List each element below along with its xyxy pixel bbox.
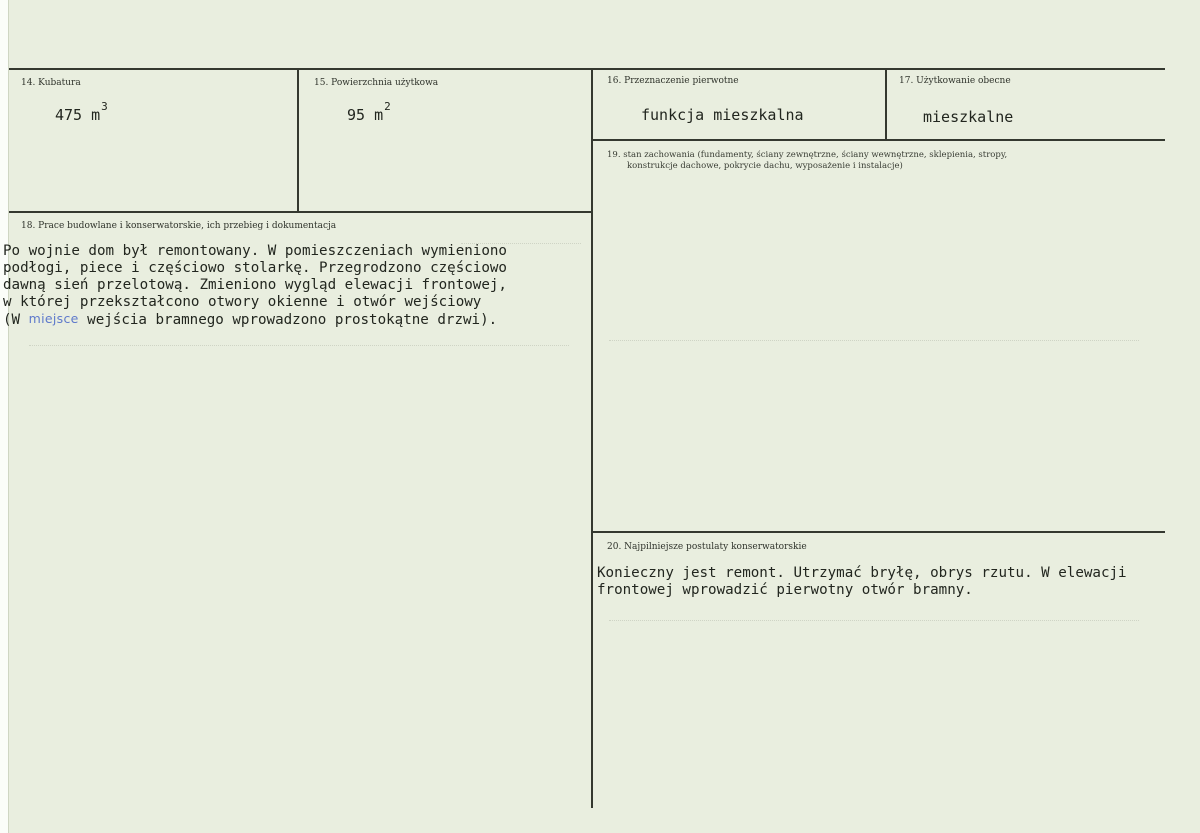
field-15-superscript: 2: [384, 100, 391, 113]
field-18-line-2: podłogi, piece i częściowo stolarkę. Przegrodzono częściowo: [3, 260, 507, 276]
field-20-text: [597, 565, 1127, 599]
divider-14-15: [297, 68, 299, 212]
field-18-line-5-start: (W: [3, 312, 29, 328]
field-15-value: [347, 100, 391, 124]
field-20-label: 20. Najpilniejsze postulaty konserwatorskie: [607, 542, 807, 552]
dotted-guide: [29, 345, 569, 346]
field-18-label: 18. Prace budowlane i konserwatorskie, ich przebieg i dokumentacja: [21, 221, 337, 231]
field-15-label: 15. Powierzchnia użytkowa: [314, 78, 439, 88]
field-14-superscript: 3: [101, 100, 108, 113]
field-20-line-1: Konieczny jest remont. Utrzymać bryłę, obrys rzutu. W elewacji: [597, 565, 1127, 581]
dotted-guide: [609, 620, 1139, 621]
field-18-line-3: dawną sień przelotową. Zmieniono wygląd elewacji frontowej,: [3, 277, 507, 293]
record-card: [3, 0, 1200, 833]
field-18-text: [3, 243, 507, 329]
dotted-guide: [609, 340, 1139, 341]
field-14-label: 14. Kubatura: [21, 78, 81, 88]
handwritten-insert: miejsce: [28, 311, 79, 326]
divider-left-right: [591, 68, 593, 808]
field-18-line-5: [3, 311, 507, 329]
field-14-number: 475 m: [55, 106, 101, 124]
top-rule: [9, 68, 1165, 70]
rule-below-19: [593, 531, 1165, 533]
field-18-line-5-end: wejścia bramnego wprowadzono prostokątne drzwi).: [78, 312, 498, 328]
field-18-line-4: w której przekształcono otwory okienne i otwór wejściowy: [3, 294, 482, 310]
divider-16-17: [885, 68, 887, 141]
field-19-label-line-1: 19. stan zachowania (fundamenty, ściany zewnętrzne, ściany wewnętrzne, sklepienia, stropy,: [607, 150, 1008, 160]
field-20-line-2: frontowej wprowadzić pierwotny otwór bramny.: [597, 582, 973, 598]
field-16-value: funkcja mieszkalna: [641, 106, 804, 124]
field-17-label: 17. Użytkowanie obecne: [899, 76, 1011, 86]
rule-below-14-15: [9, 211, 591, 213]
field-14-value: [55, 100, 108, 124]
field-18-line-1: Po wojnie dom był remontowany. W pomieszczeniach wymieniono: [3, 243, 507, 259]
rule-below-16-17: [593, 139, 1165, 141]
field-17-value: mieszkalne: [923, 108, 1014, 126]
field-15-number: 95 m: [347, 106, 384, 124]
field-16-label: 16. Przeznaczenie pierwotne: [607, 76, 739, 86]
field-19-label-line-2: konstrukcje dachowe, pokrycie dachu, wyposażenie i instalacje): [627, 161, 903, 171]
